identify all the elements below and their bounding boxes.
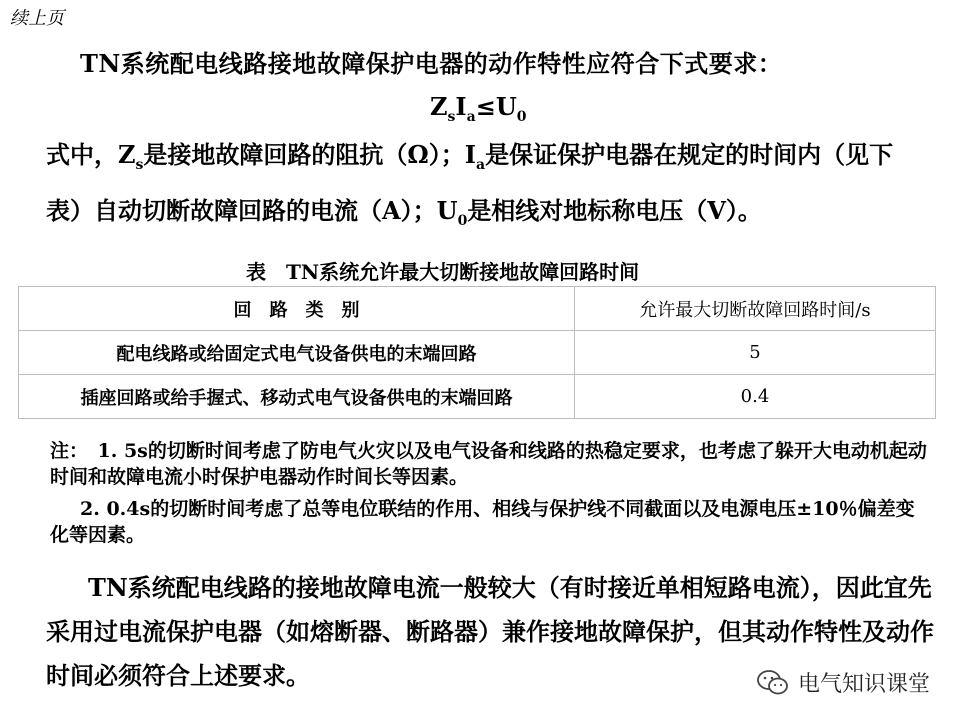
table-caption: 表 TN系统允许最大切断接地故障回路时间 (246, 260, 640, 284)
formula-z: Z (430, 92, 448, 121)
table-header-row (19, 287, 936, 331)
def-i-sub: a (476, 156, 486, 173)
continued-label: 续上页 (10, 8, 64, 29)
watermark-text: 电气知识课堂 (797, 672, 930, 697)
table-cell-category: 插座回路或给手握式、移动式电气设备供电的末端回路 (19, 375, 575, 419)
closing-text: TN系统配电线路的接地故障电流一般较大（有时接近单相短路电流），因此宜先采用过电流保护电器（如熔断器、断路器）兼作接地故障保护，但其动作特性及动作时间必须符合上述要求。 (46, 573, 934, 690)
formula-z-sub: s (447, 108, 456, 125)
def-u-sub: 0 (457, 212, 468, 229)
note-2 (50, 496, 930, 548)
def-z: Z (118, 140, 136, 169)
formula-u-sub: 0 (516, 108, 527, 125)
table-cell-category: 配电线路或给固定式电气设备供电的末端回路 (19, 331, 575, 375)
def-t2: 是接地故障回路的阻抗（Ω）； (143, 140, 465, 169)
note-1: 注： 1. 5s的切断时间考虑了防电气火灾以及电气设备和线路的热稳定要求，也考虑了躲开大电动机起动时间和故障电流小时保护电器动作时间长等因素。 (50, 440, 927, 488)
def-t4: 是相线对地标称电压（V）。 (467, 195, 762, 225)
def-i: I (464, 140, 477, 169)
table-header-time: 允许最大切断故障回路时间/s (574, 287, 935, 331)
def-u: U (436, 195, 458, 225)
note-2-text: 2. 0.4s的切断时间考虑了总等电位联结的作用、相线与保护线不同截面以及电源电压±10％偏差变化等因素。 (50, 498, 915, 546)
watermark (756, 667, 930, 698)
intro-text: TN系统配电线路接地故障保护电器的动作特性应符合下式要求： (80, 49, 783, 78)
cutoff-time-table (18, 286, 936, 419)
def-t3: 是保证保护电器在规定的时间内（见下表）自动切断故障回路的电流（A）； (46, 140, 894, 225)
def-z-sub: s (135, 156, 144, 173)
formula-i: I (455, 92, 467, 121)
formula (430, 92, 527, 125)
formula-rest: ≤U (475, 92, 517, 121)
table-row (19, 375, 936, 419)
table-header-category: 回 路 类 别 (19, 287, 575, 331)
table-cell-time: 5 (574, 331, 935, 375)
definition-paragraph (46, 132, 926, 244)
formula-i-sub: a (466, 108, 476, 125)
table-cell-time: 0.4 (574, 375, 935, 419)
def-t1: 式中， (46, 140, 118, 169)
wechat-icon (756, 669, 790, 697)
table-row (19, 331, 936, 375)
